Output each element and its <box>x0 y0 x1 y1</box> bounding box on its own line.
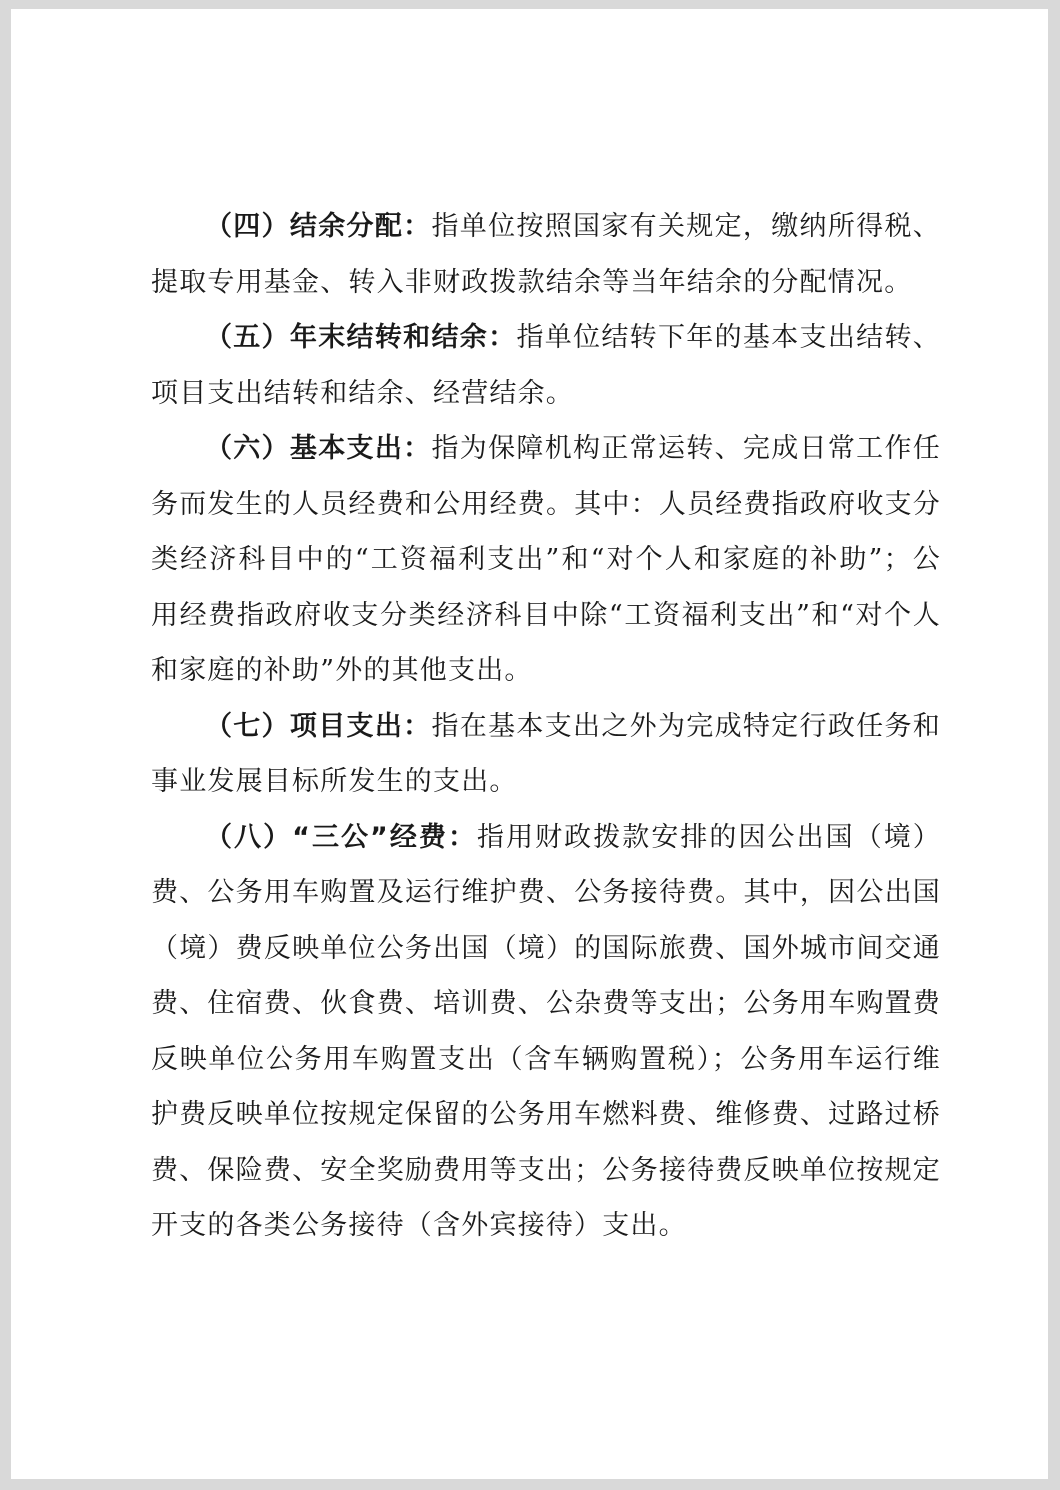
paragraph-surplus-distribution <box>151 199 941 310</box>
paragraph-three-public-expenses <box>151 810 941 1254</box>
paragraph-heading: （七）项目支出： <box>205 710 432 742</box>
paragraph-heading: （六）基本支出： <box>205 433 432 464</box>
document-body <box>151 199 941 1254</box>
paragraph-text: 指用财政拨款安排的因公出国（境）费、公务用车购置及运行维护费、公务接待费。其中，因公出国（境）费反映单位公务出国（境）的国际旅费、国外城市间交通费、住宿费、伙食费、培训费、公杂费等支出；公务用车购置费反映单位公务用车购置支出（含车辆购置税）；公务用车运行维护费反映单位按规定保留的公务用车燃料费、维修费、过路过桥费、保险费、安全奖励费用等支出；公务接待费反映单位按规定开支的各类公务接待（含外宾接待）支出。 <box>151 821 941 1241</box>
paragraph-project-expenditure <box>151 699 941 810</box>
paragraph-heading: （八）“三公”经费： <box>205 821 478 853</box>
paragraph-year-end-carryover <box>151 310 941 421</box>
paragraph-basic-expenditure <box>151 421 941 699</box>
paragraph-heading: （五）年末结转和结余： <box>205 322 517 353</box>
paragraph-text: 指为保障机构正常运转、完成日常工作任务而发生的人员经费和公用经费。其中：人员经费指政府收支分类经济科目中的“工资福利支出”和“对个人和家庭的补助”；公用经费指政府收支分类经济科目中除“工资福利支出”和“对个人和家庭的补助”外的其他支出。 <box>151 433 941 686</box>
paragraph-heading: （四）结余分配： <box>205 211 432 242</box>
paragraph-text: 指单位结转下年的基本支出结转、项目支出结转和结余、经营结余。 <box>151 322 942 409</box>
paragraph-text: 指在基本支出之外为完成特定行政任务和事业发展目标所发生的支出。 <box>151 710 941 797</box>
paragraph-text: 指单位按照国家有关规定，缴纳所得税、提取专用基金、转入非财政拨款结余等当年结余的分配情况。 <box>151 211 941 298</box>
document-page <box>11 9 1048 1479</box>
